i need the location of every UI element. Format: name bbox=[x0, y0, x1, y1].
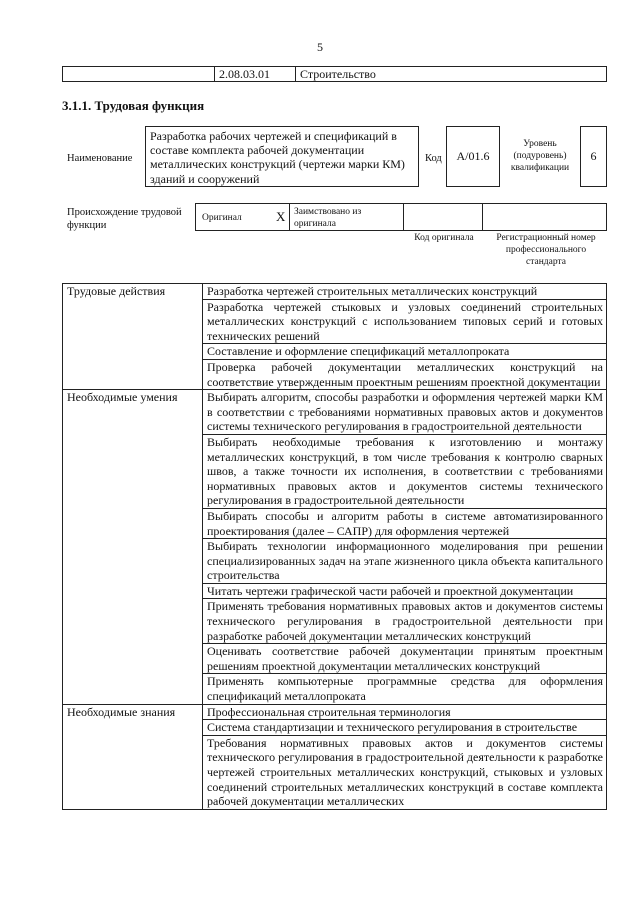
header-code: 2.08.03.01 bbox=[214, 66, 296, 82]
category-cell: Трудовые действия bbox=[63, 284, 203, 390]
table-cell: Читать чертежи графической части рабочей и проектной документации bbox=[203, 583, 607, 599]
table-row bbox=[63, 284, 607, 300]
function-code: A/01.6 bbox=[456, 149, 490, 163]
function-details-table bbox=[62, 283, 607, 810]
table-cell: Применять требования нормативных правовых актов и документов системы технического регулирования в градостроительной деятельности при разработке рабочей документации металлических конструкций bbox=[203, 599, 607, 644]
table-cell: Применять компьютерные программные средства для оформления спецификаций металлопроката bbox=[203, 674, 607, 704]
table-row bbox=[63, 390, 607, 435]
table-row bbox=[63, 704, 607, 720]
original-label: Оригинал bbox=[202, 213, 242, 223]
original-mark: X bbox=[276, 209, 286, 224]
function-name: Разработка рабочих чертежей и спецификаций в составе комплекта рабочей документации металлических конструкций (чертежи марки КМ) зданий и сооружений bbox=[145, 126, 419, 187]
table-cell: Профессиональная строительная терминология bbox=[203, 704, 607, 720]
origin-label: Происхождение трудовой функции bbox=[67, 207, 182, 231]
origin-reg-caption: Регистрационный номер профессионального стандарта bbox=[496, 233, 596, 267]
header-name: Строительство bbox=[295, 66, 607, 82]
section-title: 3.1.1. Трудовая функция bbox=[62, 98, 205, 113]
code-label: Код bbox=[425, 153, 442, 164]
level-box bbox=[580, 126, 607, 187]
table-cell: Выбирать способы и алгоритм работы в системе автоматизированного проектирования (далее – САПР) для оформления чертежей bbox=[203, 508, 607, 538]
table-cell: Выбирать технологии информационного моделирования при решении специализированных задач на этапе жизненного цикла объекта капитального строительства bbox=[203, 539, 607, 584]
table-cell: Разработка чертежей строительных металлических конструкций bbox=[203, 284, 607, 300]
table-cell: Оценивать соответствие рабочей документации принятым проектным решениям проектной документации металлических конструкций bbox=[203, 644, 607, 674]
name-label: Наименование bbox=[67, 153, 133, 164]
origin-reg-cell bbox=[482, 203, 607, 231]
origin-borrowed-cell: Заимствовано из оригинала bbox=[289, 203, 404, 231]
table-cell: Разработка чертежей стыковых и узловых соединений строительных металлических конструкций с использованием типовых серий и готовых технических решений bbox=[203, 299, 607, 344]
origin-code-caption: Код оригинала bbox=[414, 233, 474, 243]
table-cell: Система стандартизации и технического регулирования в строительстве bbox=[203, 720, 607, 736]
table-cell: Выбирать алгоритм, способы разработки и оформления чертежей марки КМ в соответствии с требованиями нормативных правовых актов и документов системы технического регулирования в градостроительной деятельности bbox=[203, 390, 607, 435]
category-cell: Необходимые умения bbox=[63, 390, 203, 704]
table-cell: Выбирать необходимые требования к изготовлению и монтажу металлических конструкций, в том числе требования к контролю сварных швов, а также точности их исполнения, в соответствии с требованиями нормативных правовых актов и документов системы технического регулирования в градостроительной деятельности bbox=[203, 434, 607, 508]
category-cell: Необходимые знания bbox=[63, 704, 203, 809]
header-empty-cell bbox=[62, 66, 215, 82]
origin-original-cell bbox=[195, 203, 290, 231]
table-cell: Требования нормативных правовых актов и документов системы технического регулирования в градостроительной деятельности к разработке чертежей строительных металлических конструкций, стыковых и узловых соединений строительных металлических конструкций в составе комплекта рабочей документации металлических bbox=[203, 735, 607, 809]
origin-code-cell bbox=[403, 203, 483, 231]
table-cell: Проверка рабочей документации металлических конструкций на соответствие утвержденным проектным решениям проектной документации bbox=[203, 359, 607, 389]
function-code-box bbox=[446, 126, 500, 187]
level-value: 6 bbox=[590, 149, 597, 163]
table-cell: Составление и оформление спецификаций металлопроката bbox=[203, 344, 607, 360]
level-label: Уровень (подуровень) квалификации bbox=[510, 139, 570, 173]
page-number: 5 bbox=[317, 40, 323, 54]
